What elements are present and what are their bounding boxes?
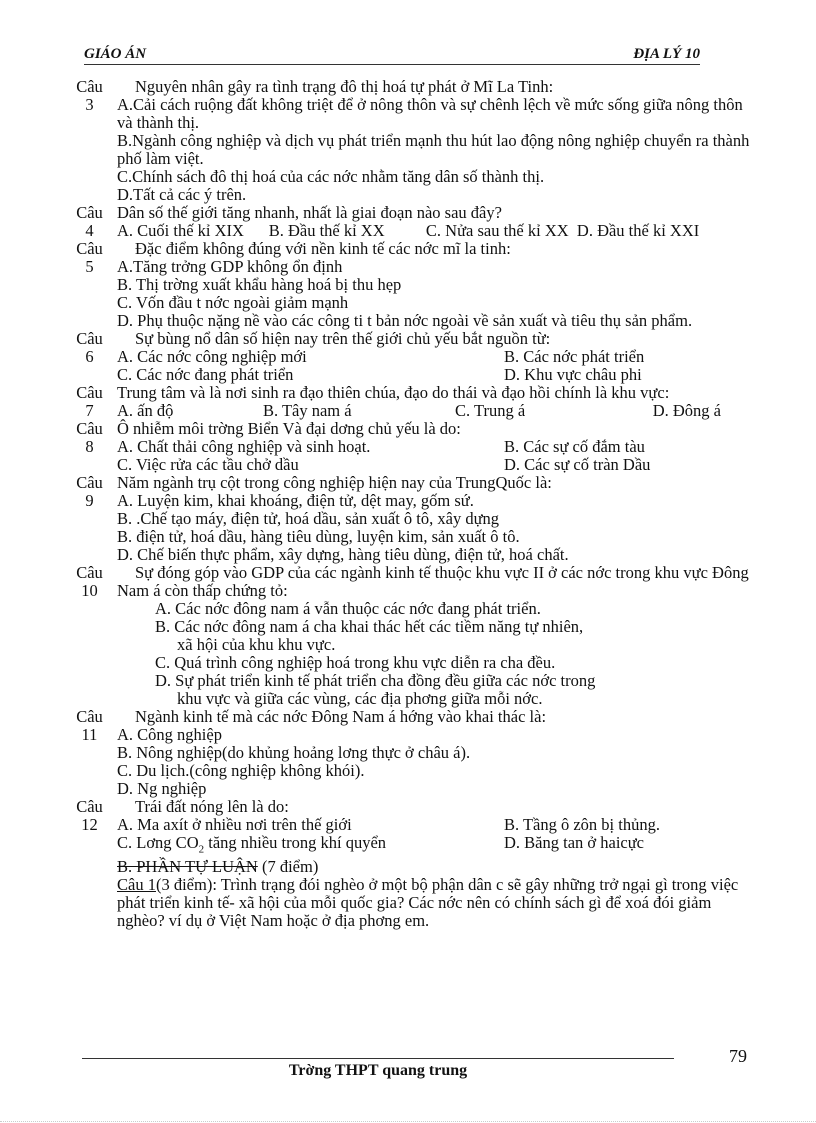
question-label: Câu 9 [76,473,103,510]
option-row [117,366,762,384]
question-label: Câu 3 [76,77,103,114]
option-c: B. điện tử, hoá dầu, hàng tiêu dùng, luyện kim, sản xuất ô tô. [117,527,520,546]
option-b: B.Ngành công nghiệp và dịch vụ phát triển mạnh thu hút lao động nông nghiệp chuyển ra thành phố làm việt. [117,131,750,168]
option-row [117,348,762,366]
question-label: Câu 5 [76,239,103,276]
option-b: B. Thị trờng xuất khẩu hàng hoá bị thu hẹp [117,275,402,294]
footer-divider [82,1058,674,1059]
footer-school: Trờng THPT quang trung [288,1062,468,1079]
header-right: ĐỊA LÝ 10 [633,46,700,62]
question-stem: Sự đóng góp vào GDP của các ngành kinh tế thuộc khu vực II ở các nớc trong khu vực Đông Nam á còn thấp chứng tỏ: [117,563,749,600]
option-b: B. Các sự cố đắm tàu [504,437,645,456]
question-list [62,78,762,930]
question-stem: Trung tâm và là nơi sinh ra đạo thiên chúa, đạo do thái và đạo hồi chính là khu vực: [117,383,670,402]
question-label: Câu 4 [76,203,103,240]
option-a: A. Các nớc công nghiệp mới [117,347,307,366]
question-stem: Ô nhiễm môi trờng Biển Và đại dơng chủ yếu là do: [117,419,461,438]
essay-label: Câu 1 [117,875,156,895]
question-4 [62,204,762,240]
header-left: GIÁO ÁN [84,46,147,62]
part-b-title: B. PHẦN TỰ LUẬN [117,857,258,877]
option-c: C. Trung á [455,401,526,420]
option-a: A. Chất thải công nghiệp và sinh hoạt. [117,437,371,456]
option-a: A. Ma axít ở nhiều nơi trên thế giới [117,815,352,834]
option-c: C. Quá trình công nghiệp hoá trong khu vực diễn ra cha đều. [155,653,556,672]
option-c: C. Du lịch.(công nghiệp không khói). [117,761,365,780]
option-b: B. Tây nam á [263,401,352,420]
option-d: D. Ng nghiệp [117,779,207,798]
option-row [117,816,762,834]
question-6 [62,330,762,384]
option-row: A. Cuối thế kỉ XIX B. Đầu thế kỉ XX C. Nửa sau thế kỉ XX D. Đầu thế kỉ XXI [117,221,700,240]
option-b: B. Các nớc đông nam á cha khai thác hết các tiềm năng tự nhiên, xã hội của khu khu vực. [155,617,584,654]
part-b-heading [62,858,762,876]
option-d: D. Đông á [652,401,721,420]
question-stem: Nguyên nhân gây ra tình trạng đô thị hoá tự phát ở Mĩ La Tinh: [135,77,554,96]
question-label: Câu 6 [76,329,103,366]
question-8 [62,420,762,474]
option-b: B. .Chế tạo máy, điện tử, hoá dầu, sản xuất ô tô, xây dựng [117,509,500,528]
question-label: Câu 7 [76,383,103,420]
part-b-points: (7 điểm) [261,857,319,877]
option-row [117,456,762,474]
option-b: B. Tầng ô zôn bị thủng. [504,815,660,834]
question-stem: Đặc điểm không đúng với nền kinh tế các nớc mĩ la tinh: [135,239,511,258]
option-c: C.Chính sách đô thị hoá của các nớc nhằm tăng dân số thành thị. [117,167,545,186]
option-d: D. Các sự cố tràn Dầu [504,455,651,474]
page-header [84,44,700,65]
option-b: B. Nông nghiệp(do khủng hoảng lơng thực ở châu á). [117,743,471,762]
page-edge [0,1121,816,1122]
option-d: D. Băng tan ở haicực [504,833,645,852]
question-label: Câu 11 [76,707,103,744]
question-11 [62,708,762,798]
option-a: A. Luyện kim, khai khoáng, điện tử, dệt may, gốm sứ. [117,491,474,510]
option-a: A. Công nghiệp [117,725,222,744]
option-d: D. Chế biến thực phẩm, xây dựng, hàng tiêu dùng, điện tử, hoá chất. [117,545,569,564]
question-stem: Ngành kinh tế mà các nớc Đông Nam á hớng vào khai thác là: [135,707,547,726]
essay-text: (3 điểm): Trình trạng đói nghèo ở một bộ phận dân c sẽ gây những trở ngại gì trong việc phát triển kinh tế- xã hội của mỗi quốc gia? Các nớc nên có chính sách gì để xoá đói giảm nghèo? ví dụ ở Việt Nam hoặc ở địa phơng em. [117,875,739,931]
option-d: D. Sự phát triển kinh tế phát triển cha đồng đều giữa các nớc trong khu vực và giữa các vùng, các địa phơng giữa mỗi nớc. [155,671,596,708]
question-label: Câu 12 [76,797,103,834]
option-c: C. Vốn đầu t nớc ngoài giảm mạnh [117,293,349,312]
option-row [117,402,762,420]
option-a: A.Tăng trởng GDP không ổn định [117,257,343,276]
option-d: D. Phụ thuộc nặng nề vào các công ti t bản nớc ngoài về sản xuất và tiêu thụ sản phẩm. [117,311,693,330]
option-d: D. Khu vực châu phi [504,365,642,384]
option-row [117,438,762,456]
option-c: C. Các nớc đang phát triển [117,365,294,384]
question-stem: Sự bùng nổ dân số hiện nay trên thế giới chủ yếu bắt nguồn từ: [135,329,551,348]
question-stem: Trái đất nóng lên là do: [135,797,289,816]
option-a: A.Cải cách ruộng đất không triệt để ở nông thôn và sự chênh lệch về mức sống giữa nông thôn và thành thị. [117,95,743,132]
option-row [117,834,762,858]
option-a: A. Các nớc đông nam á vẫn thuộc các nớc đang phát triển. [155,599,541,618]
question-stem: Dân số thế giới tăng nhanh, nhất là giai đoạn nào sau đây? [117,203,502,222]
question-10 [62,564,762,708]
option-a: A. ấn độ [117,401,174,420]
question-label: Câu 8 [76,419,103,456]
question-3 [62,78,762,204]
question-9 [62,474,762,564]
option-c: C. Việc rửa các tầu chở dầu [117,455,299,474]
essay-question [62,876,762,930]
question-12 [62,798,762,858]
option-c: C. Lơng $CO_2$ tăng nhiều trong khí quyển [117,833,387,856]
option-b: B. Các nớc phát triển [504,347,645,366]
question-label: Câu 10 [76,563,103,600]
question-stem: Năm ngành trụ cột trong công nghiệp hiện nay của TrungQuốc là: [117,473,552,492]
question-7 [62,384,762,420]
question-5 [62,240,762,330]
page-number: 79 [729,1046,747,1066]
option-d: D.Tất cả các ý trên. [117,185,247,204]
